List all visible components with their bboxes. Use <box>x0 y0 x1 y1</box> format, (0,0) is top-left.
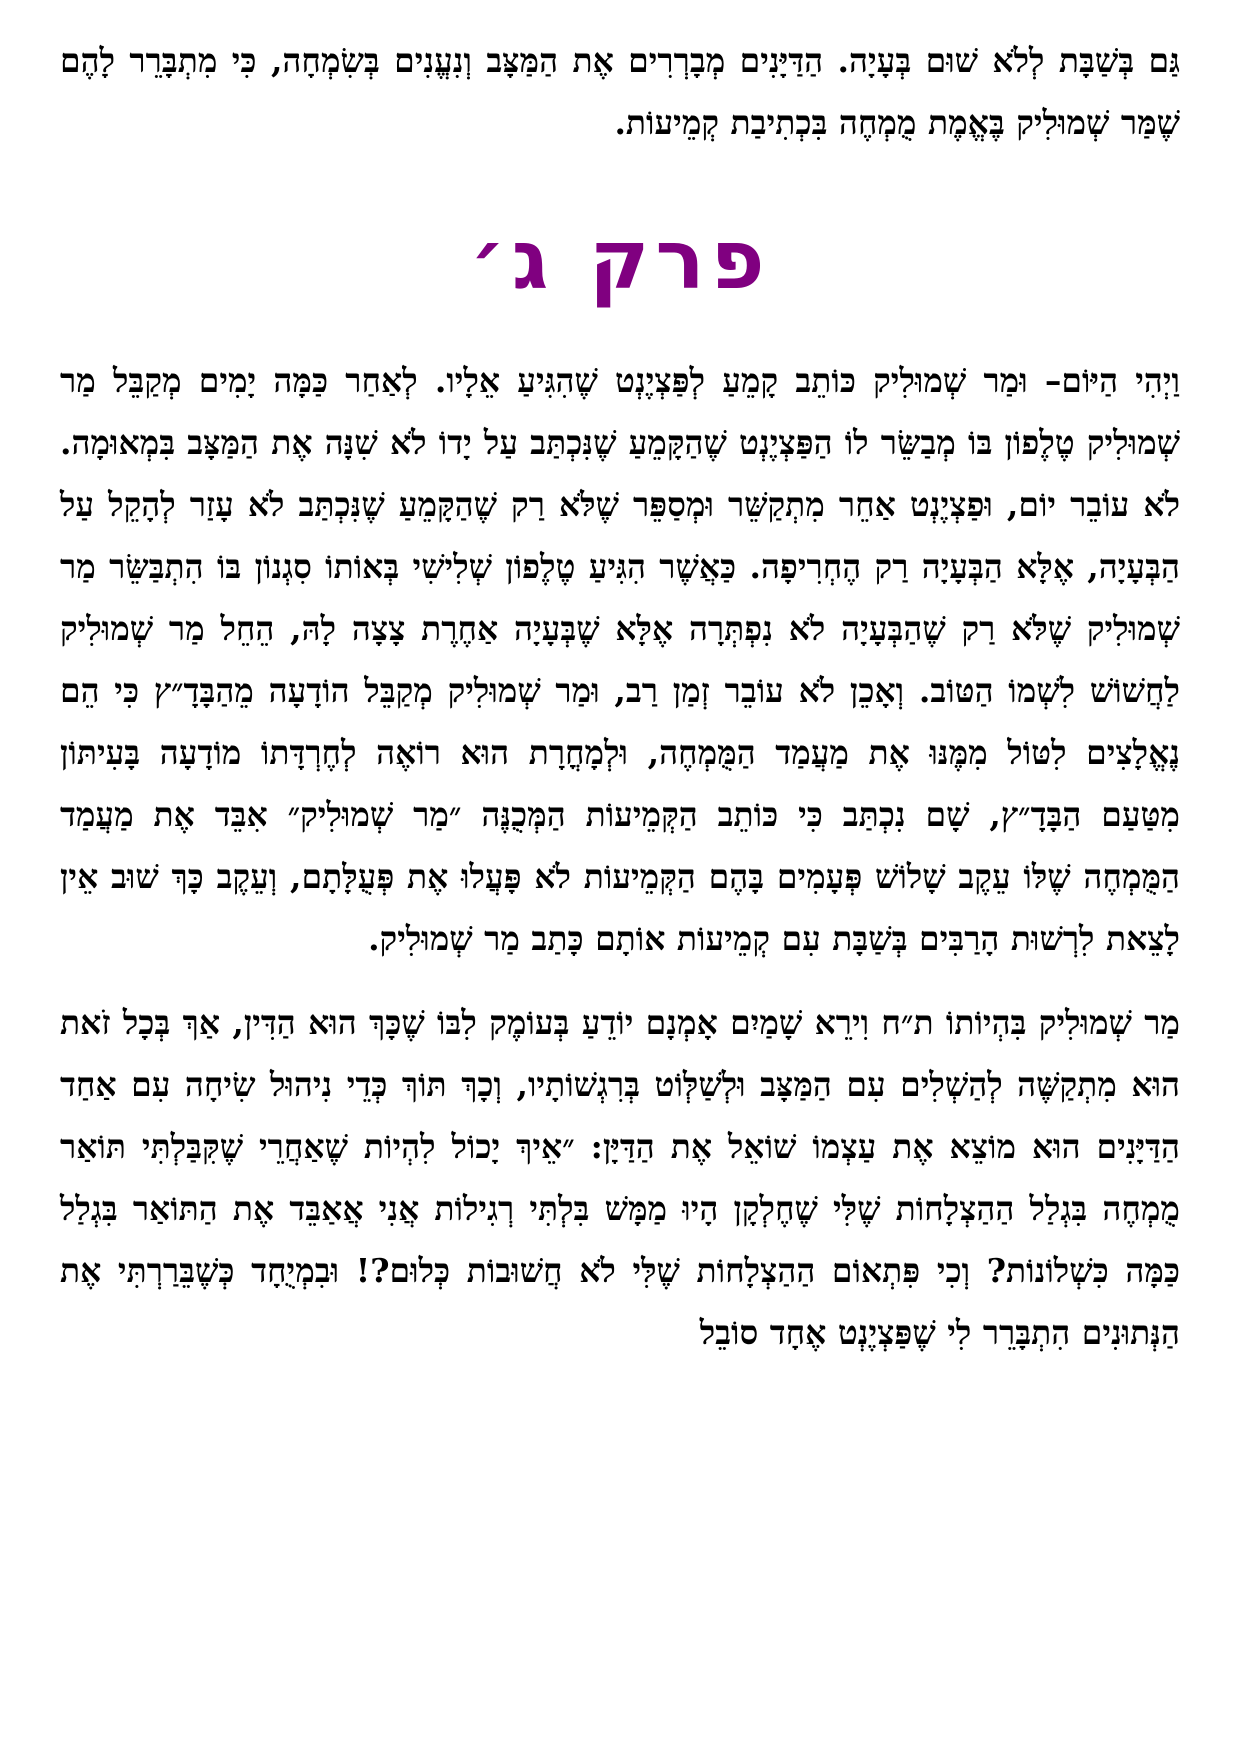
paragraph-body-1: וַיְהִי הַיּוֹם– וּמַר שְׁמוּלִיק כּוֹתֵב קָמֵעַ לְפַּצְיֶנְט שֶׁהִגִּיעַ אֵלָיו. לְאַחַר כַּמָּה יָמִים מְקַבֵּל מַר שְׁמוּלִיק טֶלֶפוֹן בּוֹ מְבַשֵּׂר לוֹ הַפַּצְיֶנְט שֶׁהַקָּמֵעַ שֶׁנִּכְתַּב עַל יָדוֹ לֹא שִׁנָּה אֶת הַמַּצָּב בִּמְאוּמָה. לֹא עוֹבֵר יוֹם, וּפַצְיֶנְט אַחֵר מִתְקַשֵּׁר וּמְסַפֵּר שֶׁלֹּא רַק שֶׁהַקָּמֵעַ שֶׁנִּכְתַּב לֹא עָזַר לְהָקֵל עַל הַבְּעָיָה, אֶלָּא הַבְּעָיָה רַק הֶחְרִיפָה. כַּאֲשֶׁר הִגִּיעַ טֶלֶפוֹן שְׁלִישִׁי בְּאוֹתוֹ סִגְנוֹן בּוֹ הִתְבַּשֵּׂר מַר שְׁמוּלִיק שֶׁלֹּא רַק שֶׁהַבְּעָיָה לֹא נִפְתְּרָה אֶלָּא שֶׁבְּעָיָה אַחֶרֶת צָצָה לָהּ, הֵחֵל מַר שְׁמוּלִיק לַחֲשׁוֹשׁ לִשְׁמוֹ הַטּוֹב. וְאָכֵן לֹא עוֹבֵר זְמַן רַב, וּמַר שְׁמוּלִיק מְקַבֵּל הוֹדָעָה מֵהַבָּדָ״ץ כִּי הֵם נֶאֱלָצִים לִטּוֹל מִמֶּנּוּ אֶת מַעֲמַד הַמֻּמְחֶה, וּלְמָחֳרָת הוּא רוֹאֶה לְחֶרְדָּתוֹ מוֹדָעָה בָּעִיתּוֹן מִטַּעַם הַבָּדָ״ץ, שָׁם נִכְתַּב כִּי כּוֹתֵב הַקְּמֵיעוֹת הַמְּכֻנֶּה ״מַר שְׁמוּלִיק״ אִבֵּד אֶת מַעֲמַד הַמֻּמְחֶה שֶׁלּוֹ עֵקֶב שָׁלוֹשׁ פְּעָמִים בָּהֶם הַקְּמֵיעוֹת לֹא פָּעֲלוּ אֶת פְּעֻלָּתָם, וְעֵקֶב כָּךְ שׁוּב אֵין לָצֵאת לִרְשׁוּת הָרַבִּים בְּשַׁבָּת עִם קְמֵיעוֹת אוֹתָם כָּתַב מַר שְׁמוּלִיק. <box>60 361 1181 958</box>
paragraph-body-2: מַר שְׁמוּלִיק בִּהְיוֹתוֹ ת״ח וִירֵא שָׁמַיִם אָמְנָם יוֹדֵעַ בְּעוֹמֶק לִבּוֹ שֶׁכָּךְ הוּא הַדִּין, אַךְ בְּכָל זֹאת הוּא מִתְקַשֶּׁה לְהַשְׁלִים עִם הַמַּצָּב וּלְשַׁלְּוֹט בְּרִגְשׁוֹתָיו, וְכָךְ תּוֹךְ כְּדֵי נִיהוּל שִׂיחָה עִם אַחַד הַדַּיָּנִים הוּא מוֹצֵא אֶת עַצְמוֹ שׁוֹאֵל אֶת הַדַּיָּן: ״אֵיךְ יָכוֹל לִהְיוֹת שֶׁאַחֲרֵי שֶׁקִּבַּלְתִּי תּוֹאַר מֻמְחֶה בִּגְלַל הַהַצְלָחוֹת שֶׁלִּי שֶׁחֶלְקָן הָיוּ מַמָּשׁ בִּלְתִּי רְגִילוֹת אֲנִי אֲאַבֵּד אֶת הַתּוֹאַר בִּגְלַל כַּמָּה כִּשְׁלוֹנוֹת? וְכִי פִּתְאוֹם הַהַצְלָחוֹת שֶׁלִּי לֹא חֲשׁוּבוֹת כְּלוּם?! וּבִמְיֻחָד כְּשֶׁבֵּרַרְתִּי אֶת הַנְּתוּנִים הִתְבָּרֵר לִי שֶׁפַּצְיֶנְט אֶחָד סוֹבֵל <box>60 1003 1180 1352</box>
document-page <box>60 30 1180 1364</box>
paragraph-intro: גַּם בְּשַׁבָּת לְלֹא שׁוּם בְּעָיָה. הַדַּיָּנִים מְבָרְרִים אֶת הַמַּצָּב וְנִעֱנִים בְּשִׂמְחָה, כִּי מִתְבָּרֵר לָהֶם שֶׁמַּר שְׁמוּלִיק בֶּאֱמֶת מֻמְחֶה בִּכְתִיבַת קְמֵיעוֹת. <box>60 41 1180 142</box>
chapter-title: פרק ג׳ <box>469 213 771 308</box>
